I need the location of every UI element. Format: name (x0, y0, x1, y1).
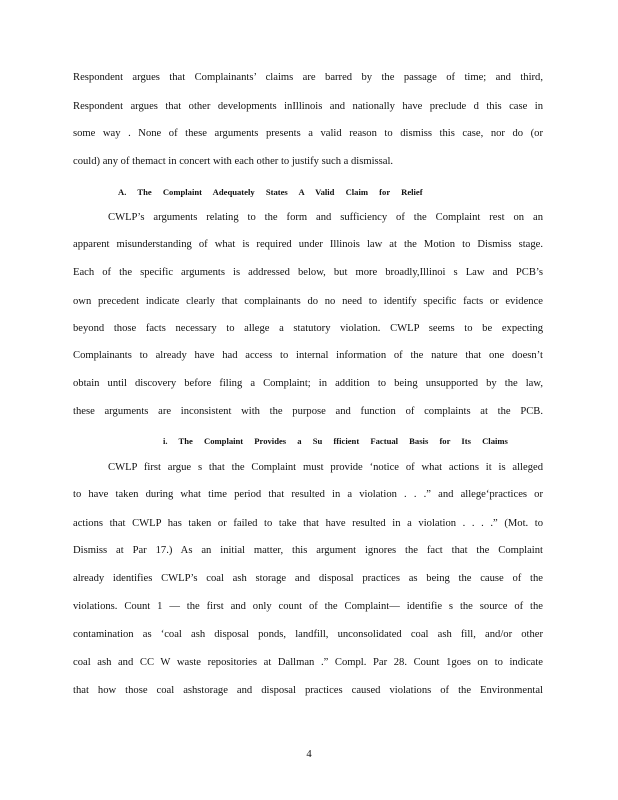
paragraph-3-line-7: contamination as ‘coal ash disposal ponds, landfill, unconsolidated coal ash fill, and/or other (73, 629, 543, 640)
paragraph-2-line-7: obtain until discovery before filing a Complaint; in addition to being unsupported by the law, (73, 378, 543, 389)
page-number: 4 (306, 749, 312, 760)
paragraph-3-line-9: that how those coal ashstorage and disposal practices caused violations of the Environmental (73, 685, 543, 696)
paragraph-1-line-3: some way . None of these arguments presents a valid reason to dismiss this case, nor do (or (73, 128, 543, 139)
paragraph-2-line-5: beyond those facts necessary to allege a statutory violation. CWLP seems to be expecting (73, 323, 543, 334)
paragraph-3-line-6: violations. Count 1 — the first and only count of the Complaint— identifie s the source of the (73, 601, 543, 612)
paragraph-2-line-4: own precedent indicate clearly that complainants do no need to identify specific facts or evidence (73, 296, 543, 307)
paragraph-2-line-3: Each of the specific arguments is addressed below, but more broadly,Illinoi s Law and PCB’s (73, 267, 543, 278)
paragraph-2-line-8: these arguments are inconsistent with the purpose and function of complaints at the PCB. (73, 406, 543, 417)
section-heading-i: i. The Complaint Provides a Su fficient Factual Basis for Its Claims (163, 436, 508, 446)
paragraph-3-line-8: coal ash and CC W waste repositories at Dallman .” Compl. Par 28. Count 1goes on to indicate (73, 657, 543, 668)
paragraph-3-line-2: to have taken during what time period that resulted in a violation . . .” and allege‘practices or (73, 489, 543, 500)
paragraph-1-line-4: could) any of themact in concert with each other to justify such a dismissal. (73, 156, 394, 167)
paragraph-2-line-1: CWLP’s arguments relating to the form and sufficiency of the Complaint rest on an (108, 212, 543, 223)
paragraph-3-line-4: Dismiss at Par 17.) As an initial matter, this argument ignores the fact that the Complaint (73, 545, 543, 556)
paragraph-2-line-6: Complainants to already have had access to internal information of the nature that one doesn’t (73, 350, 543, 361)
paragraph-1-line-2: Respondent argues that other developments inIllinois and nationally have preclude d this case in (73, 101, 543, 112)
paragraph-3-line-1: CWLP first argue s that the Complaint must provide ‘notice of what actions it is alleged (108, 462, 543, 473)
paragraph-3-line-3: actions that CWLP has taken or failed to take that have resulted in a violation . . . .” (Mot. to (73, 518, 543, 529)
paragraph-1-line-1: Respondent argues that Complainants’ claims are barred by the passage of time; and third, (73, 72, 543, 83)
paragraph-2-line-2: apparent misunderstanding of what is required under Illinois law at the Motion to Dismiss stage. (73, 239, 543, 250)
paragraph-3-line-5: already identifies CWLP’s coal ash storage and disposal practices as being the cause of the (73, 573, 543, 584)
section-heading-a: A. The Complaint Adequately States A Valid Claim for Relief (118, 187, 423, 197)
